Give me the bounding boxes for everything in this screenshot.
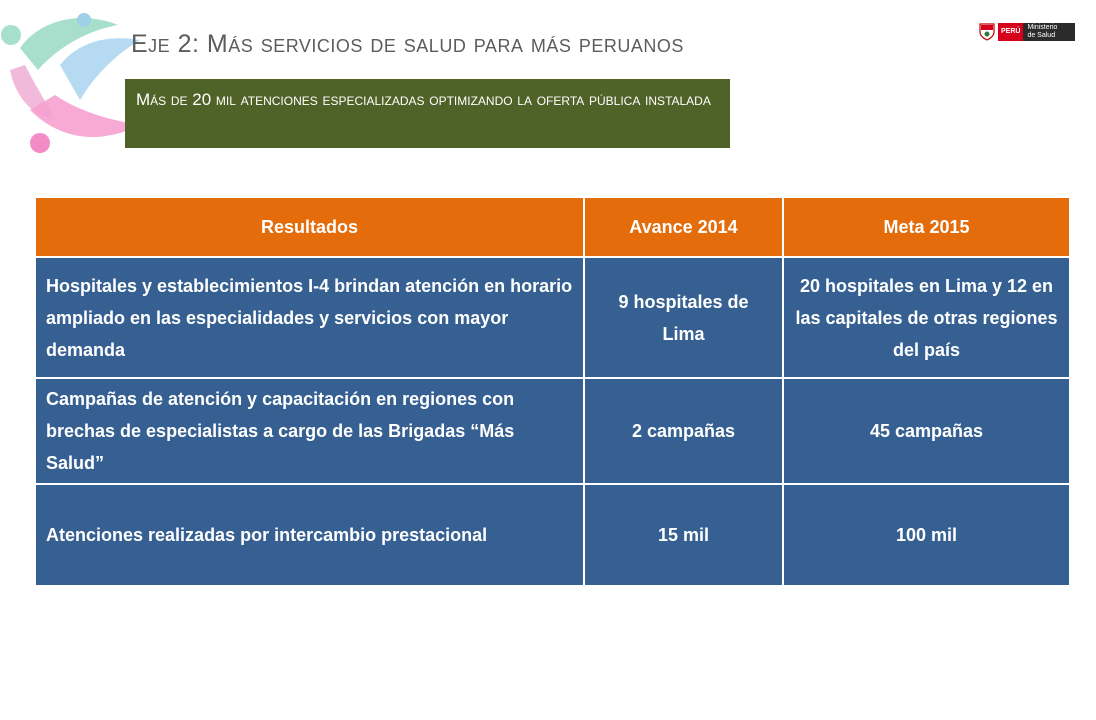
table-row bbox=[35, 484, 1070, 586]
ministry-label bbox=[1023, 23, 1075, 41]
table-row bbox=[35, 378, 1070, 484]
cell-avance: 2 campañas bbox=[584, 378, 783, 484]
table-row bbox=[35, 257, 1070, 378]
peru-label: PERÚ bbox=[998, 23, 1023, 41]
cell-resultado: Campañas de atención y capacitación en regiones con brechas de especialistas a cargo de las Brigadas “Más Salud” bbox=[35, 378, 584, 484]
ministry-line2: de Salud bbox=[1027, 32, 1056, 39]
cell-meta: 45 campañas bbox=[783, 378, 1070, 484]
subtitle-text: Más de 20 mil atenciones especializadas optimizando la oferta pública instalada bbox=[136, 90, 711, 109]
table-header-row bbox=[35, 197, 1070, 257]
results-table bbox=[34, 196, 1071, 587]
cell-avance: 9 hospitales de Lima bbox=[584, 257, 783, 378]
ministry-line1: Ministerio bbox=[1027, 24, 1058, 31]
column-header-resultados: Resultados bbox=[35, 197, 584, 257]
national-shield-icon bbox=[979, 23, 995, 41]
cell-resultado: Hospitales y establecimientos I-4 brindan atención en horario ampliado en las especialidades y servicios con mayor demanda bbox=[35, 257, 584, 378]
slide-title: Eje 2: Más servicios de salud para más peruanos bbox=[131, 30, 684, 58]
cell-avance: 15 mil bbox=[584, 484, 783, 586]
cell-meta: 100 mil bbox=[783, 484, 1070, 586]
cell-resultado: Atenciones realizadas por intercambio prestacional bbox=[35, 484, 584, 586]
ministerio-de-salud-logo bbox=[979, 23, 1075, 41]
subtitle-box bbox=[125, 79, 730, 148]
cell-meta: 20 hospitales en Lima y 12 en las capitales de otras regiones del país bbox=[783, 257, 1070, 378]
column-header-meta-2015: Meta 2015 bbox=[783, 197, 1070, 257]
column-header-avance-2014: Avance 2014 bbox=[584, 197, 783, 257]
